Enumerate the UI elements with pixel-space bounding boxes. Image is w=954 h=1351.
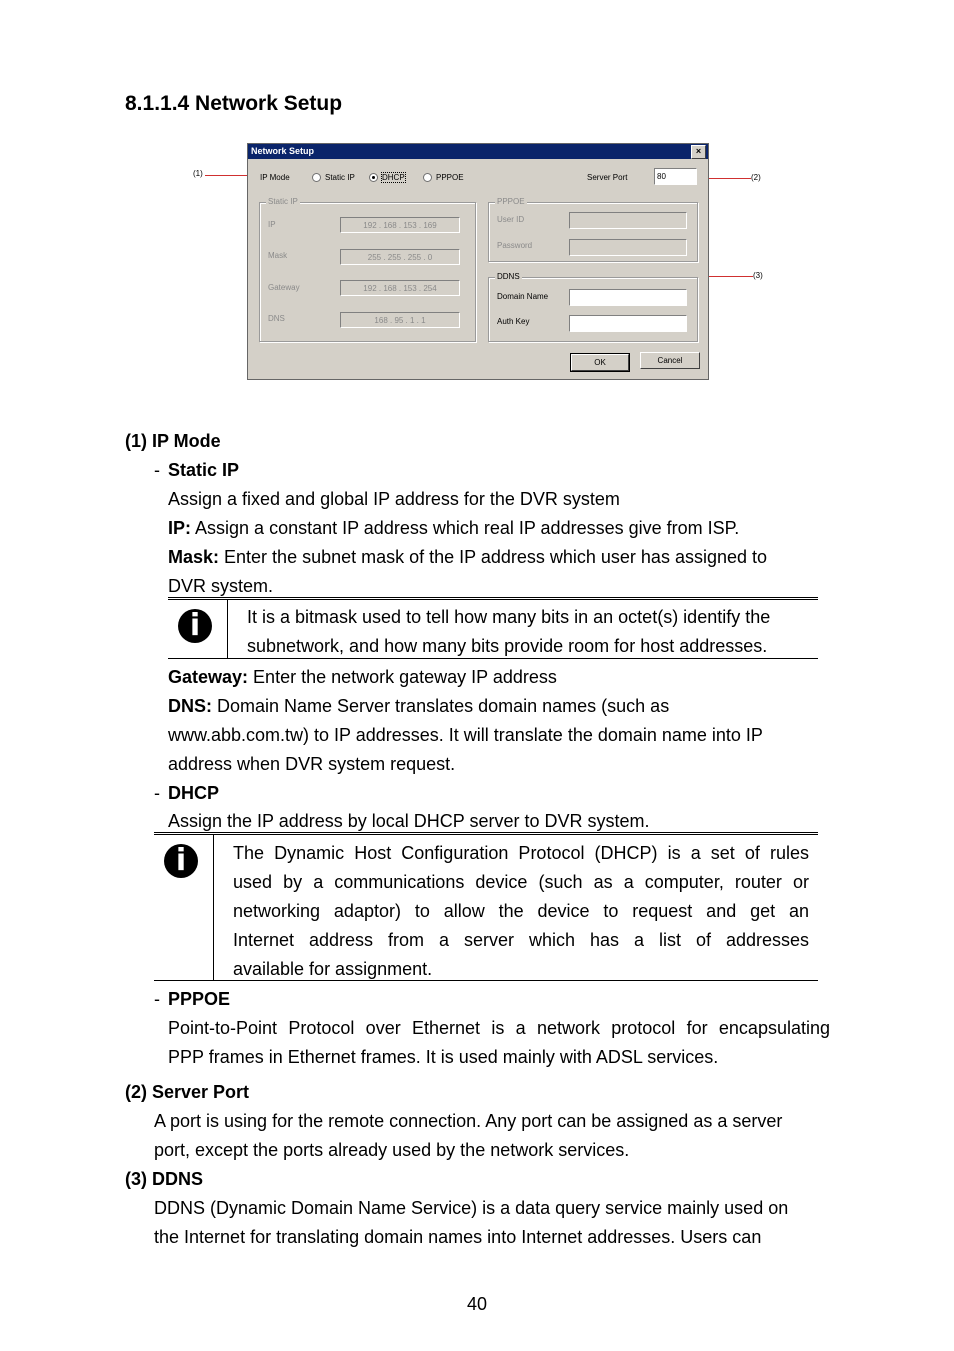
mask-desc — [168, 543, 767, 572]
note2-bottom-rule — [154, 980, 818, 981]
note1-line1: It is a bitmask used to tell how many bits in an octet(s) identify the — [247, 607, 771, 627]
note1-line2: subnetwork, and how many bits provide room for host addresses. — [247, 636, 768, 656]
note2-divider — [213, 835, 214, 980]
ddns-group-label: DDNS — [497, 272, 520, 281]
ddns-group — [488, 272, 698, 342]
dns-desc-3: address when DVR system request. — [168, 754, 456, 774]
dns-label: DNS — [268, 314, 285, 323]
callout-2: (2) — [751, 173, 761, 182]
server-port-line2: port, except the ports already used by the network services. — [154, 1140, 630, 1160]
ip-term: IP: — [168, 518, 192, 538]
user-id-label: User ID — [497, 215, 525, 224]
dns-desc — [168, 692, 669, 721]
close-icon[interactable]: × — [691, 145, 706, 159]
mask-label: Mask — [268, 251, 288, 260]
server-port-line1: A port is using for the remote connection. Any port can be assigned as a server — [154, 1111, 783, 1131]
ip-text: Assign a constant IP address which real IP addresses give from ISP. — [191, 518, 740, 538]
dns-text: Domain Name Server translates domain names (such as — [212, 696, 670, 716]
radio-pppoe-label: PPPOE — [436, 173, 464, 182]
note2-line4: Internet address from a server which has a list of addresses — [233, 930, 809, 950]
gateway-label: Gateway — [268, 283, 300, 292]
dns-field[interactable]: 168 . 95 . 1 . 1 — [340, 312, 460, 328]
ok-button[interactable]: OK — [571, 354, 629, 371]
gateway-field[interactable]: 192 . 168 . 153 . 254 — [340, 280, 460, 296]
server-port-heading: (2) Server Port — [125, 1082, 250, 1102]
mask-field[interactable]: 255 . 255 . 255 . 0 — [340, 249, 460, 265]
note1-divider — [227, 600, 228, 658]
gateway-text: Enter the network gateway IP address — [248, 667, 557, 687]
radio-dhcp[interactable] — [369, 173, 378, 182]
info-icon: i — [178, 609, 212, 643]
static-ip-group-label: Static IP — [268, 197, 298, 206]
ddns-line1: DDNS (Dynamic Domain Name Service) is a data query service mainly used on — [154, 1198, 789, 1218]
mask-text: Enter the subnet mask of the IP address which user has assigned to — [219, 547, 768, 567]
note2-top-rule — [154, 832, 818, 835]
pppoe-title: PPPOE — [168, 989, 231, 1009]
ip-field[interactable]: 192 . 168 . 153 . 169 — [340, 217, 460, 233]
note1-top-rule — [168, 597, 818, 600]
gateway-desc — [168, 663, 557, 692]
pppoe-line1: Point-to-Point Protocol over Ethernet is a network protocol for encapsulating — [168, 1018, 830, 1038]
dash-static: - — [154, 460, 160, 480]
cancel-button[interactable]: Cancel — [640, 352, 700, 369]
dash-pppoe: - — [154, 989, 160, 1009]
dns-desc-2: www.abb.com.tw) to IP addresses. It will translate the domain name into IP — [168, 725, 763, 745]
gateway-term: Gateway: — [168, 667, 249, 687]
callout-3: (3) — [753, 271, 763, 280]
radio-dhcp-label: DHCP — [382, 173, 405, 182]
dash-dhcp: - — [154, 783, 160, 803]
server-port-input[interactable]: 80 — [654, 168, 697, 185]
info-icon: i — [164, 844, 198, 878]
ip-label: IP — [268, 220, 276, 229]
pppoe-line2: PPP frames in Ethernet frames. It is used mainly with ADSL services. — [168, 1047, 719, 1067]
mask-desc-2: DVR system. — [168, 576, 274, 596]
note2-text — [233, 839, 809, 984]
dns-term: DNS: — [168, 696, 212, 716]
section-title: 8.1.1.4 Network Setup — [125, 92, 343, 115]
domain-name-input[interactable] — [569, 289, 687, 306]
network-setup-dialog — [247, 143, 709, 380]
pppoe-group-label: PPPOE — [497, 197, 525, 206]
note2-line2: used by a communications device (such as a computer, router or — [233, 872, 809, 892]
note2-line5: available for assignment. — [233, 959, 433, 979]
page-number: 40 — [466, 1294, 488, 1314]
auth-key-label: Auth Key — [497, 317, 530, 326]
auth-key-input[interactable] — [569, 315, 687, 332]
static-ip-desc: Assign a fixed and global IP address for the DVR system — [168, 489, 620, 509]
dhcp-title: DHCP — [168, 783, 220, 803]
pppoe-group — [488, 197, 698, 262]
dialog-title-bar — [248, 144, 708, 159]
password-input[interactable] — [569, 239, 687, 256]
domain-name-label: Domain Name — [497, 292, 549, 301]
password-label: Password — [497, 241, 533, 250]
ddns-line2: the Internet for translating domain names into Internet addresses. Users can — [154, 1227, 762, 1247]
server-port-label: Server Port — [587, 173, 628, 182]
callout-1: (1) — [193, 169, 203, 178]
ip-mode-label: IP Mode — [260, 173, 290, 182]
dhcp-desc: Assign the IP address by local DHCP server to DVR system. — [168, 811, 650, 831]
static-ip-group — [259, 197, 476, 342]
radio-static-ip[interactable] — [312, 173, 321, 182]
user-id-input[interactable] — [569, 212, 687, 229]
note2-line1: The Dynamic Host Configuration Protocol (DHCP) is a set of rules — [233, 843, 809, 863]
note2-line3: networking adaptor) to allow the device to request and get an — [233, 901, 809, 921]
mask-term: Mask: — [168, 547, 220, 567]
ddns-heading: (3) DDNS — [125, 1169, 204, 1189]
ip-mode-heading: (1) IP Mode — [125, 431, 221, 451]
radio-pppoe[interactable] — [423, 173, 432, 182]
static-ip-title: Static IP — [168, 460, 240, 480]
pppoe-desc — [168, 1014, 830, 1072]
dialog-title: Network Setup — [251, 146, 315, 156]
ip-desc — [168, 514, 739, 543]
radio-static-ip-label: Static IP — [325, 173, 355, 182]
note1-bottom-rule — [168, 658, 818, 659]
